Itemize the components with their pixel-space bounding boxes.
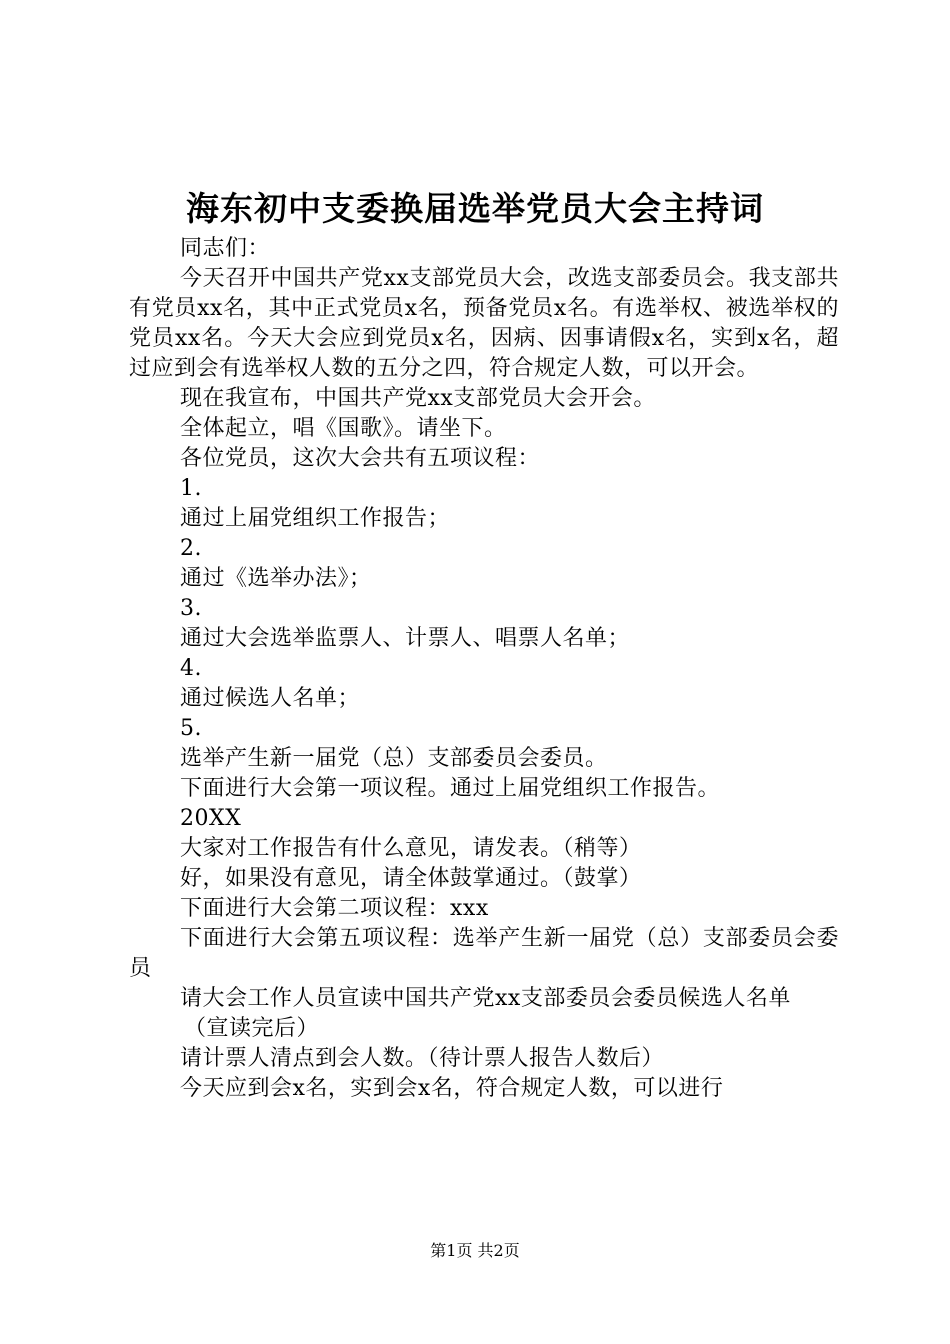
agenda-number: 4. xyxy=(180,656,202,681)
agenda-item: 选举产生新一届党（总）支部委员会委员。 xyxy=(180,746,608,771)
paragraph: 各位党员，这次大会共有五项议程： xyxy=(180,446,541,471)
paragraph: 下面进行大会第一项议程。通过上届党组织工作报告。 xyxy=(180,776,721,801)
paragraph: 下面进行大会第二项议程：xxx xyxy=(180,896,489,921)
agenda-item: 通过《选举办法》； xyxy=(180,566,372,591)
paragraph: 现在我宣布，中国共产党xx支部党员大会开会。 xyxy=(180,386,656,411)
paragraph-opening: 今天召开中国共产党xx支部党员大会，改选支部委员会。我支部共有党员xx名，其中正式党员x名，预备党员x名。有选举权、被选举权的党员xx名。今天大会应到党员x名，因病、因事请假x名，实到x名，超过应到会有选举权人数的五分之四，符合规定人数，可以开会。 xyxy=(129,266,839,381)
document-title: 海东初中支委换届选举党员大会主持词 xyxy=(186,189,764,228)
agenda-item: 通过候选人名单； xyxy=(180,686,361,711)
paragraph: 大家对工作报告有什么意见，请发表。（稍等） xyxy=(180,836,642,861)
paragraph: 下面进行大会第五项议程：选举产生新一届党（总）支部委员会委员 xyxy=(129,926,839,981)
paragraph-greeting: 同志们： xyxy=(180,236,271,261)
paragraph: 请计票人清点到会人数。（待计票人报告人数后） xyxy=(180,1046,665,1071)
agenda-item: 通过大会选举监票人、计票人、唱票人名单； xyxy=(180,626,631,651)
paragraph: （宣读完后） xyxy=(184,1016,320,1041)
agenda-number: 5. xyxy=(180,716,202,741)
page-footer: 第1页 共2页 xyxy=(430,1241,520,1260)
agenda-number: 1. xyxy=(180,476,202,501)
agenda-item: 通过上届党组织工作报告； xyxy=(180,506,451,531)
paragraph: 请大会工作人员宣读中国共产党xx支部委员会委员候选人名单 xyxy=(180,986,791,1011)
agenda-number: 3. xyxy=(180,596,202,621)
paragraph: 好，如果没有意见，请全体鼓掌通过。（鼓掌） xyxy=(180,866,642,891)
agenda-number: 2. xyxy=(180,536,202,561)
document-body xyxy=(129,234,839,1104)
paragraph: 今天应到会x名，实到会x名，符合规定人数，可以进行 xyxy=(180,1076,724,1101)
paragraph: 全体起立，唱《国歌》。请坐下。 xyxy=(180,416,507,441)
paragraph: 20XX xyxy=(180,806,242,831)
